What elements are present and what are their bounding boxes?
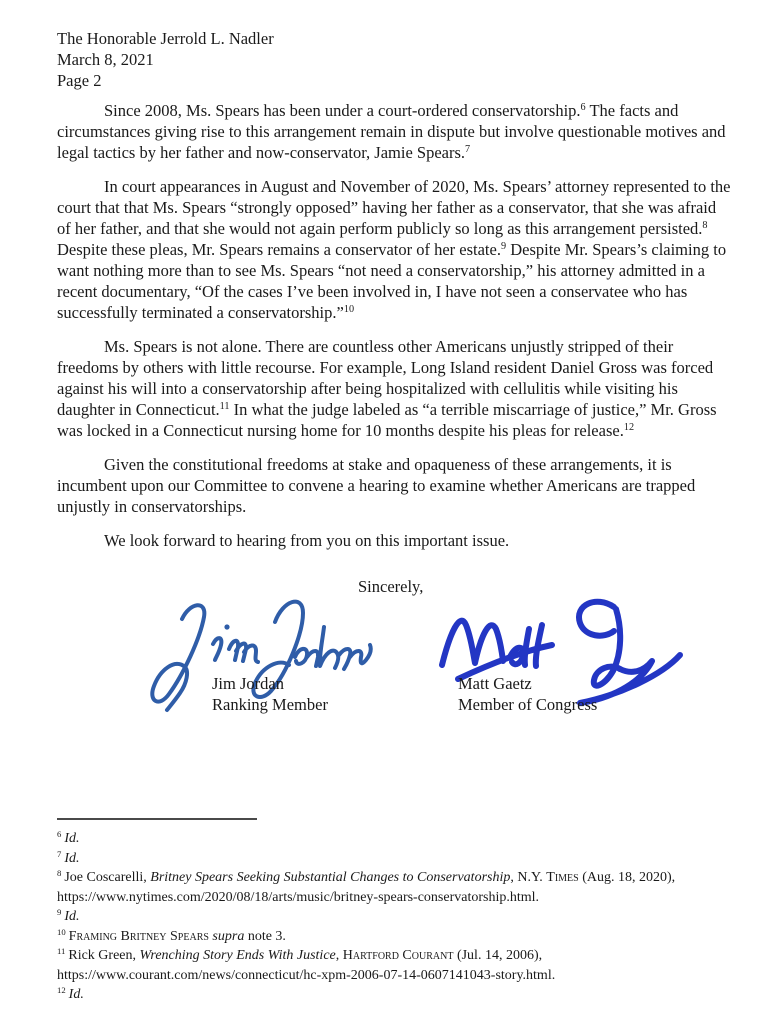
footnote-marker: 6	[57, 829, 62, 840]
footnote-marker: 8	[57, 868, 62, 879]
letter-content	[57, 28, 733, 564]
footnote-list	[57, 829, 747, 1005]
signer-matt-gaetz	[458, 673, 597, 715]
letter-header	[57, 28, 733, 91]
footnote: $^9$ Id.	[57, 907, 80, 924]
footnote: $^{11}$ Rick Green, Wrenching Story Ends With Justice, Hartford Courant (Jul. 14, 2006), https://www.courant.com/news/connecticut/hc-xpm-2006-07-14-0607141043-story.html.	[57, 946, 556, 983]
paragraph: Ms. Spears is not alone. There are countless other Americans unjustly stripped of their freedoms by others with little recourse. For example, Long Island resident Daniel Gross was forced against his will into a conservatorship after being hospitalized with cellulitis while visiting his daughter in Connecticut.$^{11}$ In what the judge labeled as “a terrible miscarriage of justice,” Mr. Gross was locked in a Connecticut nursing home for 10 months despite his pleas for release.$^{12}$	[57, 337, 717, 440]
footnote: $^6$ Id.	[57, 829, 80, 846]
signer-name: Matt Gaetz	[458, 674, 532, 693]
paragraph: We look forward to hearing from you on this important issue.	[104, 531, 510, 550]
paragraph: Given the constitutional freedoms at stake and opaqueness of these arrangements, it is incumbent upon our Committee to convene a hearing to examine whether Americans are trapped unjustly in conservatorships.	[57, 455, 696, 516]
footnote-separator	[57, 818, 257, 820]
paragraph: In court appearances in August and November of 2020, Ms. Spears’ attorney represented to the court that that Ms. Spears “strongly opposed” having her father as a conservator, that she was afraid of her father, and that she would not again perform publicly so long as this arrangement persisted.$^8$ Despite these pleas, Mr. Spears remains a conservator of her estate.$^9$ Despite Mr. Spears’s claiming to want nothing more than to see Ms. Spears “not need a conservatorship,” his attorney admitted in a recent documentary, “Of the cases I’ve been involved in, I have not seen a conservatee who has successfully terminated a conservatorship.”$^{10}$	[57, 177, 731, 322]
closing-salutation: Sincerely,	[358, 577, 424, 596]
footnote-marker: 10	[57, 926, 66, 937]
signer-name: Jim Jordan	[212, 674, 284, 693]
recipient-name: The Honorable Jerrold L. Nadler	[57, 29, 274, 48]
letter-body	[57, 100, 733, 551]
signer-title: Member of Congress	[458, 695, 598, 714]
page-number: Page 2	[57, 71, 102, 90]
footnote: $^7$ Id.	[57, 848, 80, 866]
footnote: $^8$ Joe Coscarelli, Britney Spears Seeking Substantial Changes to Conservatorship, N.Y. Times (Aug. 18, 2020), https://www.nytimes.com/2020/08/18/arts/music/britney-spears-conservatorship.html.	[57, 868, 676, 905]
signature-block	[0, 575, 775, 820]
footnotes-section	[57, 818, 747, 1005]
paragraph: Since 2008, Ms. Spears has been under a court-ordered conservatorship.$^6$ The facts and circumstances giving rise to this arrangement remain in dispute but involve questionable motives and legal tactics by her father and now-conservator, Jamie Spears.$^7$	[57, 101, 726, 162]
letter-date: March 8, 2021	[57, 50, 154, 69]
footnote-marker: 7	[57, 848, 62, 859]
footnote-marker: 12	[57, 985, 66, 996]
footnote: $^{12}$ Id.	[57, 985, 84, 1002]
footnote: $^{10}$ Framing Britney Spears supra note 3.	[57, 926, 286, 944]
signer-title: Ranking Member	[212, 695, 328, 714]
footnote-marker: 11	[57, 946, 66, 957]
signer-jim-jordan	[212, 673, 328, 715]
footnote-marker: 9	[57, 907, 62, 918]
